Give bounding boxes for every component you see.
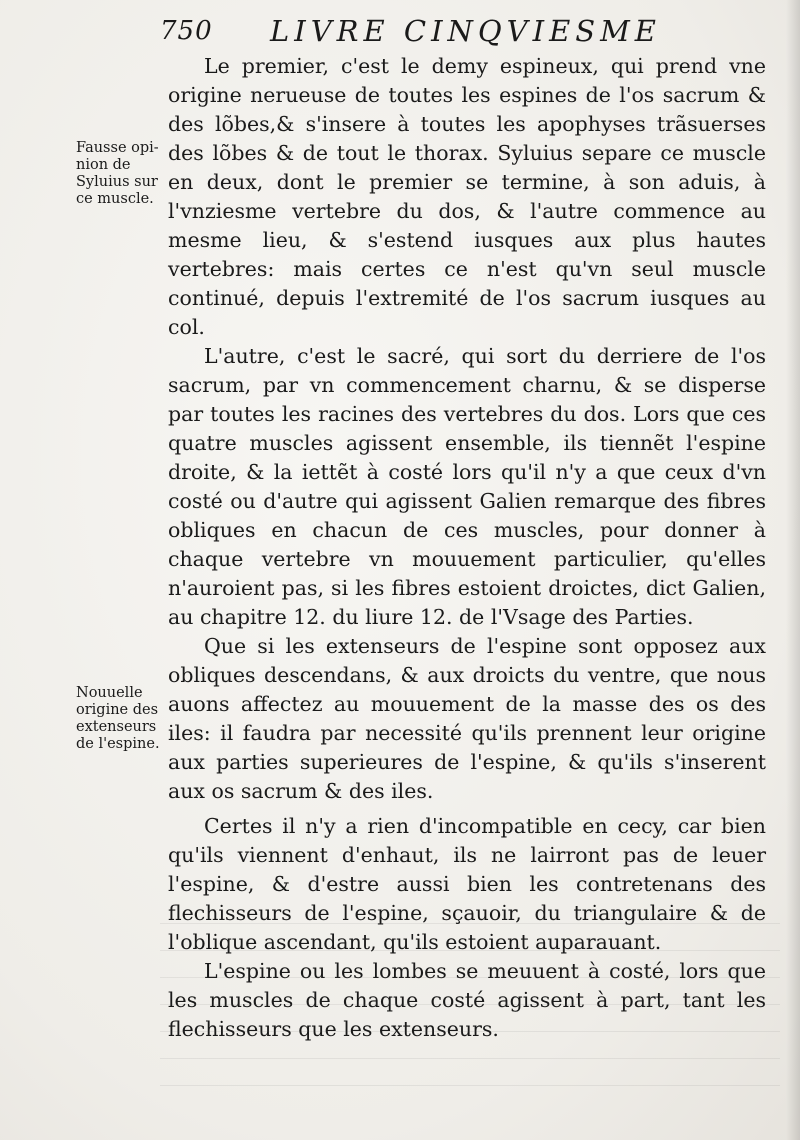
running-head: LIVRE CINQVIESME bbox=[270, 14, 661, 48]
paragraph-lombes: L'espine ou les lombes se meuuent à costé, lors que les muscles de chaque costé agissent à part, tant les flechisseurs que les extenseurs. bbox=[168, 959, 766, 1041]
page-header bbox=[160, 10, 780, 50]
paragraph-extenseurs: Que si les extenseurs de l'espine sont opposez aux obliques descendans, & aux droicts du ventre, que nous auons affectez au mouuement de la masse des os des iles: il faudra par necessité qu'ils prennent leur origine aux parties superieures de l'espine, & qu'ils s'inserent aux os sacrum & des iles. bbox=[168, 634, 766, 803]
margin-note-syluius: Fausse opi-nion de Syluius sur ce muscle. bbox=[76, 140, 159, 207]
main-text bbox=[168, 52, 766, 1044]
margin-note-origine: Nouuelle origine des extenseurs de l'espine. bbox=[76, 685, 160, 752]
page-number: 750 bbox=[160, 16, 213, 46]
paragraph-demy-espineux: Le premier, c'est le demy espineux, qui prend vne origine nerueuse de toutes les espines de l'os sacrum & des lõbes,& s'insere à toutes les apophyses trãsuerses des lõbes & de tout le thorax. Syluius separe ce muscle en deux, dont le premier se termine, à son aduis, à l'vnziesme vertebre du dos, & l'autre commence au mesme lieu, & s'estend iusques aux plus hautes vertebres: mais certes ce n'est qu'vn seul muscle continué, depuis l'extremité de l'os sacrum iusques au col. bbox=[168, 54, 766, 339]
page-gutter-shadow bbox=[786, 0, 800, 1140]
paragraph-sacre: L'autre, c'est le sacré, qui sort du derriere de l'os sacrum, par vn commencement charnu, & se disperse par toutes les racines des vertebres du dos. Lors que ces quatre muscles agissent ensemble, ils tiennẽt l'espine droite, & la iettẽt à costé lors qu'il n'y a que ceux d'vn costé ou d'autre qui agissent Galien remarque des fibres obliques en chacun de ces muscles, pour donner à chaque vertebre vn mouuement particulier, qu'elles n'auroient pas, si les fibres estoient droictes, dict Galien, au chapitre 12. du liure 12. de l'Vsage des Parties. bbox=[168, 344, 766, 629]
bleed-through-text bbox=[160, 905, 780, 1105]
paragraph-certes: Certes il n'y a rien d'incompatible en cecy, car bien qu'ils viennent d'enhaut, ils ne lairront pas de leuer l'espine, & d'estre aussi bien les contretenans des flechisseurs de l'espine, sçauoir, du triangulaire & de l'oblique ascendant, qu'ils estoient auparauant. bbox=[168, 814, 766, 954]
